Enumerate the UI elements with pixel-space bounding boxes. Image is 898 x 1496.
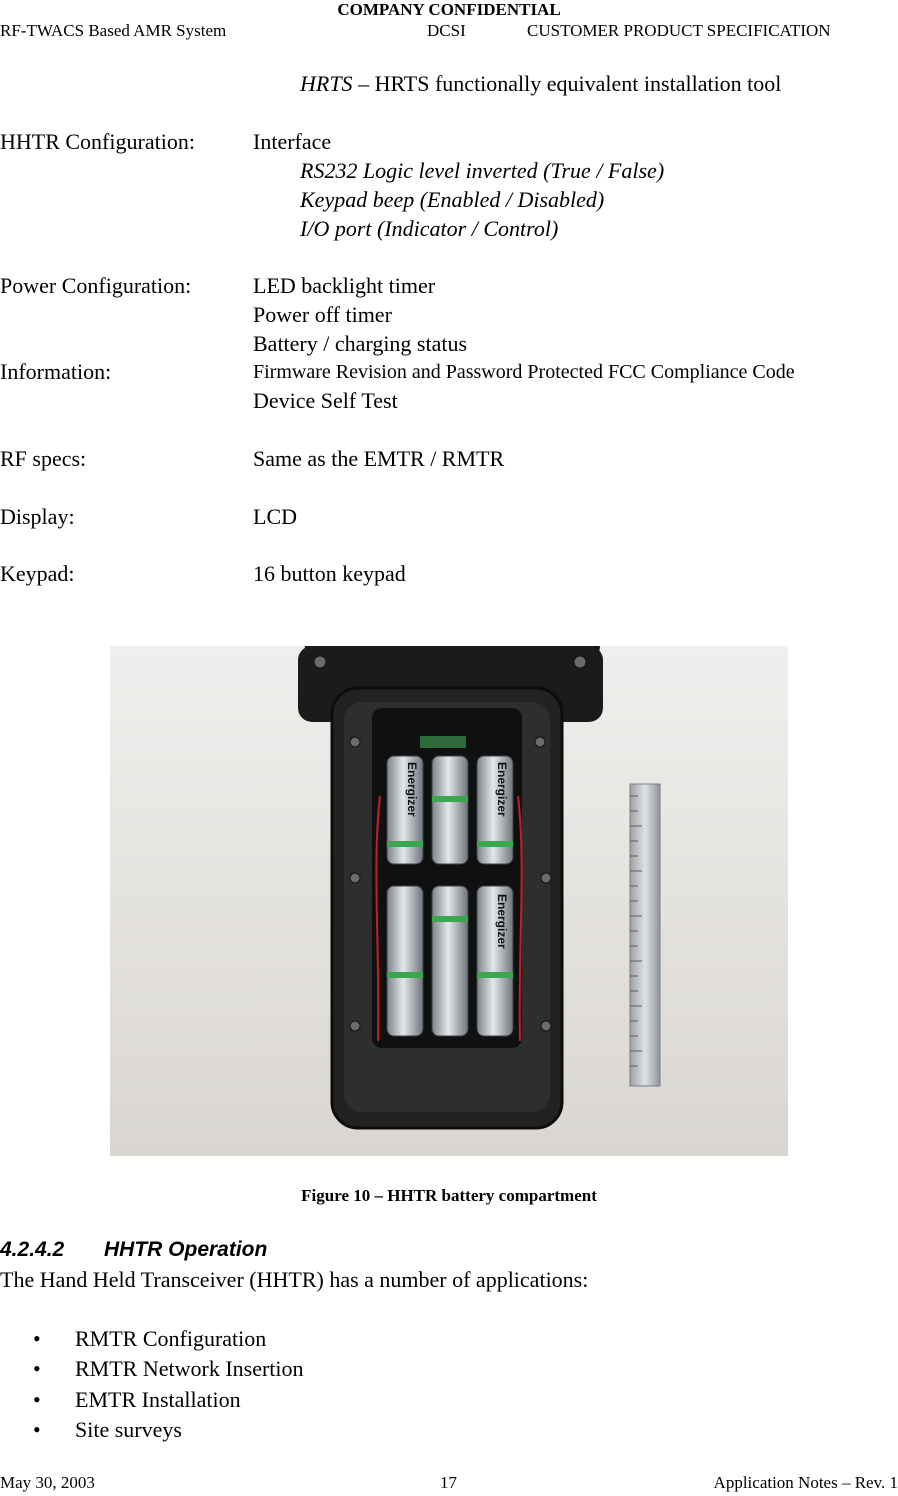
header-company: DCSI: [427, 21, 466, 40]
display-value: LCD: [253, 504, 297, 529]
battery-compartment-photo: [110, 646, 788, 1156]
information-item: Device Self Test: [253, 388, 398, 413]
power-item: Power off timer: [253, 302, 392, 327]
power-item: LED backlight timer: [253, 273, 436, 298]
hhtr-item: I/O port (Indicator / Control): [300, 216, 559, 241]
keypad-value: 16 button keypad: [253, 561, 406, 586]
rf-specs-label: RF specs:: [0, 446, 87, 471]
list-item: RMTR Network Insertion: [75, 1356, 304, 1381]
section-title: HHTR Operation: [104, 1238, 268, 1261]
hrts-line: [300, 71, 781, 97]
header-doc-type: CUSTOMER PRODUCT SPECIFICATION: [527, 21, 831, 40]
confidential-banner: COMPANY CONFIDENTIAL: [337, 0, 561, 19]
keypad-label: Keypad:: [0, 561, 75, 586]
section-number: 4.2.4.2: [0, 1238, 65, 1261]
bullet-icon: •: [33, 1326, 41, 1351]
hhtr-item: Keypad beep (Enabled / Disabled): [300, 187, 605, 212]
footer-date: May 30, 2003: [0, 1473, 95, 1492]
list-item: Site surveys: [75, 1417, 182, 1442]
hhtr-item: RS232 Logic level inverted (True / False): [300, 158, 665, 183]
bullet-icon: •: [33, 1356, 41, 1381]
power-config-label: Power Configuration:: [0, 273, 192, 298]
display-label: Display:: [0, 504, 75, 529]
list-item: RMTR Configuration: [75, 1326, 267, 1351]
footer-doc: Application Notes – Rev. 1: [713, 1473, 898, 1492]
section-intro: The Hand Held Transceiver (HHTR) has a number of applications:: [0, 1267, 589, 1292]
hrts-description: – HRTS functionally equivalent installation tool: [352, 71, 782, 96]
svg-text:Energizer: Energizer: [495, 894, 509, 949]
figure-caption: Figure 10 – HHTR battery compartment: [301, 1186, 597, 1205]
information-label: Information:: [0, 359, 112, 384]
rf-specs-value: Same as the EMTR / RMTR: [253, 446, 505, 471]
information-item: Firmware Revision and Password Protected FCC Compliance Code: [253, 361, 795, 383]
hrts-term: HRTS: [300, 71, 353, 96]
page-number: 17: [440, 1473, 457, 1492]
hhtr-interface: Interface: [253, 129, 332, 154]
svg-text:Energizer: Energizer: [405, 762, 419, 817]
hhtr-config-label: HHTR Configuration:: [0, 129, 195, 154]
header-system: RF-TWACS Based AMR System: [0, 21, 227, 40]
bullet-icon: •: [33, 1387, 41, 1412]
list-item: EMTR Installation: [75, 1387, 241, 1412]
power-item: Battery / charging status: [253, 331, 468, 356]
svg-text:Energizer: Energizer: [495, 762, 509, 817]
bullet-icon: •: [33, 1417, 41, 1442]
